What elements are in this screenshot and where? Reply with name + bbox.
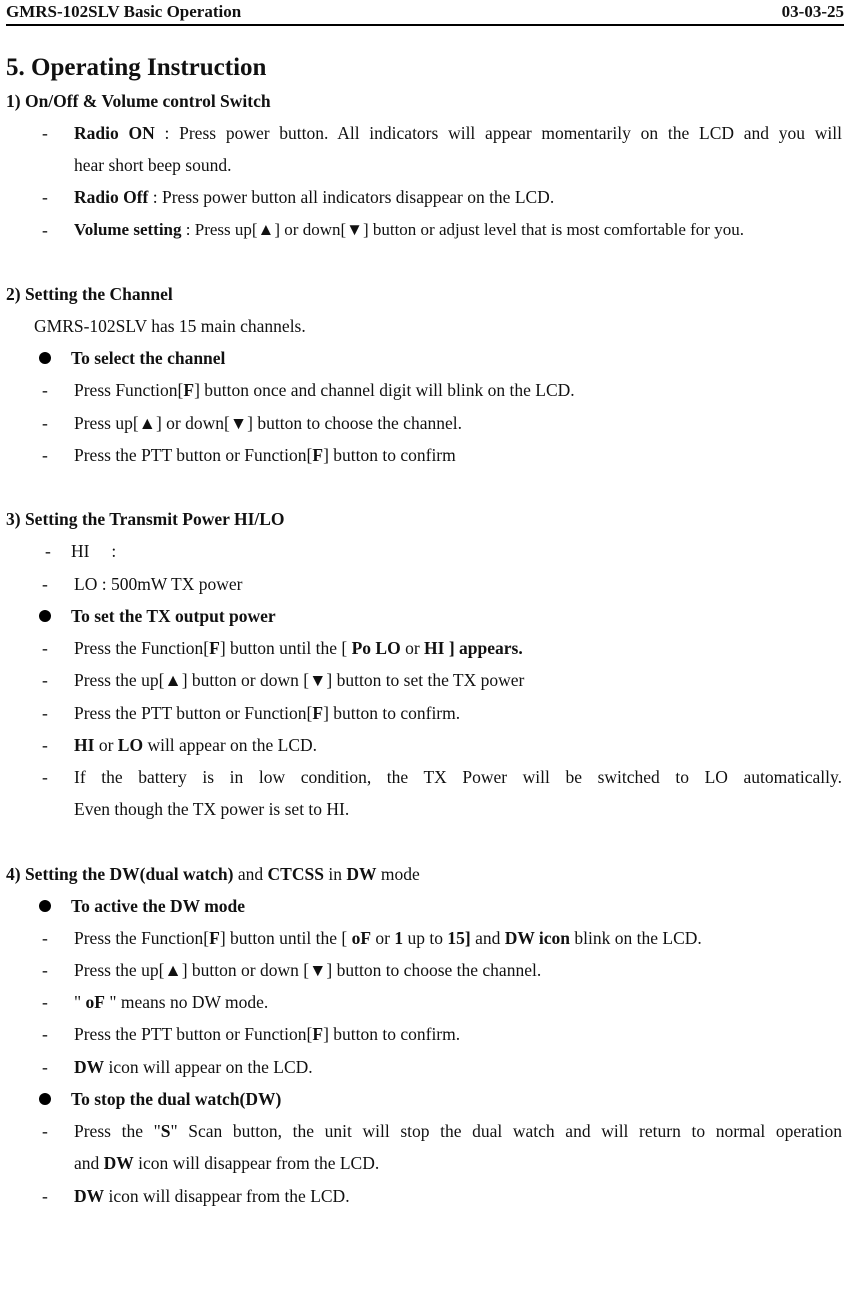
s2-intro: GMRS-102SLV has 15 main channels. (34, 316, 306, 336)
header-title: GMRS-102SLV Basic Operation (6, 2, 242, 21)
s3-title: 3) Setting the Transmit Power HI/LO (6, 509, 285, 529)
bullet-icon (39, 610, 51, 622)
header-date: 03-03-25 (781, 2, 844, 21)
bullet-icon (39, 1093, 51, 1105)
document-page: GMRS-102SLV Basic Operation 03-03-25 5. Operating Instruction 1) On/Off & Volume control Switch - Radio ON : Press power button. All indicators will appear momentarily on the LCD and you will hear short beep sound. - Radio Off : Press power button all indicators disappear on the LCD. - Volume setting : Press up[▲] or down[▼] button or adjust level that is most comfortable for you. 2) Setting the Channel GMRS-102SLV has 15 main channels. To select the channel - Press Function[F] button once and channel digit will blink on the LCD. - Press up[▲] or down[▼] button to choose the channel. - Press the PTT button or Function[F] button to confirm 3) Setting the Transmit Power HI/LO - HI : - LO : 500mW TX power To set the TX output power - Press the Function[F] button until the [ Po LO or HI ] appears. - Press the up[▲] button or down [▼] button to set the TX power - Press the PTT button or Function[F] button to confirm. - HI or LO will appear on the LCD. - If the battery is in low condition, the TX Power will be switched to LO automatically. Even though the TX power is set to HI. 4) Setting the DW(dual watch) and CTCSS in DW mode To active the DW mode - Press the Function[F] button until the [ oF or 1 up to 15] and DW icon blink on the LCD. - Press the up[▲] button or down [▼] button to choose the channel. - " oF " means no DW mode. - Press the PTT button or Function[F] button to confirm. - DW icon will appear on the LCD. To stop the dual watch(DW) - Press the "S" Scan button, the unit will stop the dual watch and will return to normal operation and DW icon will disappear from the LCD. - DW icon will disappear from the LCD. (6, 2, 844, 1206)
bullet-icon (39, 900, 51, 912)
page-header (6, 2, 844, 26)
s1-title: 1) On/Off & Volume control Switch (6, 91, 271, 111)
bullet-icon (39, 352, 51, 364)
s2-title: 2) Setting the Channel (6, 284, 173, 304)
s4-title: 4) Setting the DW(dual watch) and CTCSS in DW mode (6, 864, 420, 884)
section-title: 5. Operating Instruction (6, 54, 267, 81)
